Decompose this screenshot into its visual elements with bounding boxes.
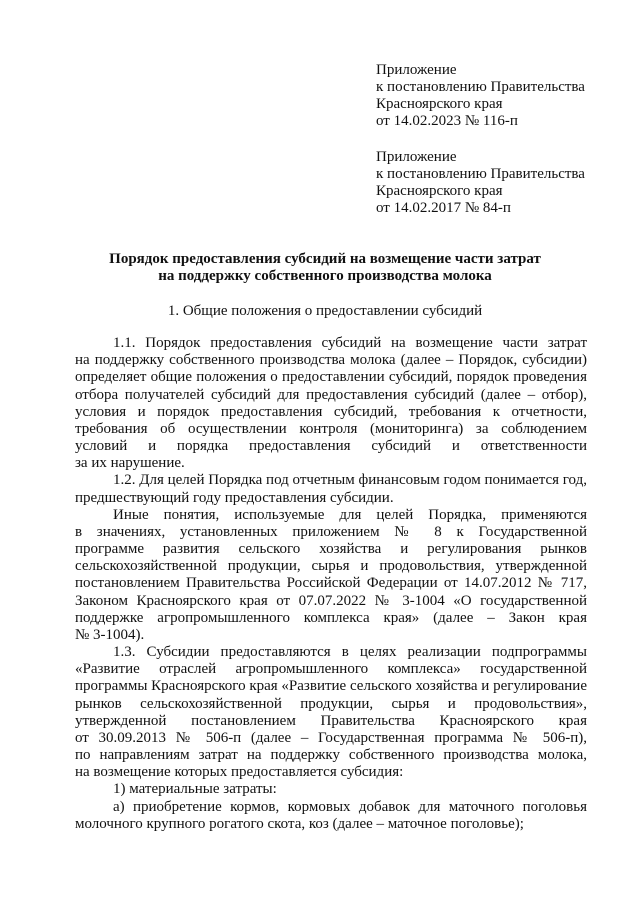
paragraph-line: 1) материальные затраты: — [113, 781, 277, 798]
paragraph-line: молочного крупного рогатого скота, коз (далее – маточное поголовье); — [75, 815, 524, 832]
paragraph-line: а) приобретение кормов, кормовых добавок для маточного поголовья — [113, 798, 587, 815]
paragraph-line: утвержденной постановлением Правительства Красноярского края — [75, 712, 587, 729]
paragraph-line: поддержке агропромышленного комплекса края» (далее – Закон края — [75, 609, 587, 626]
document-title — [60, 251, 590, 285]
paragraph-line: на поддержку собственного производства молока (далее – Порядок, субсидии) — [75, 352, 587, 369]
appendix-region: Красноярского края — [376, 96, 503, 112]
paragraph-line: «Развитие отраслей агропромышленного комплекса» государственной — [75, 661, 587, 678]
section-heading: 1. Общие положения о предоставлении субсидий — [167, 303, 483, 319]
appendix-date-number: от 14.02.2017 № 84-п — [376, 200, 511, 216]
appendix-label: Приложение — [376, 149, 457, 165]
paragraph-line: сельскохозяйственной продукции, сырья и продовольствия, утвержденной — [75, 558, 587, 575]
appendix-resolution: к постановлению Правительства — [376, 166, 585, 182]
paragraph-line: от 30.09.2013 № 506-п (далее – Государственная программа № 506-п), — [75, 729, 587, 746]
paragraph-line: № 3-1004). — [75, 626, 145, 643]
paragraph-line: постановлением Правительства Российской Федерации от 14.07.2012 № 717, — [75, 575, 587, 592]
appendix-note-2023 — [376, 62, 626, 130]
paragraph-line: 1.3. Субсидии предоставляются в целях реализации подпрограммы — [113, 644, 587, 661]
paragraph-line: 1.2. Для целей Порядка под отчетным финансовым годом понимается год, — [113, 472, 588, 489]
paragraph-line: требования об осуществлении контроля (мониторинга) за соблюдением — [75, 420, 587, 437]
paragraph-line: определяет общие положения о предоставлении субсидий, порядок проведения — [75, 369, 587, 386]
appendix-resolution: к постановлению Правительства — [376, 79, 585, 95]
paragraph-line: условий и порядка предоставления субсидий и ответственности — [75, 438, 587, 455]
paragraph-line: программе развития сельского хозяйства и регулирования рынков — [75, 541, 587, 558]
paragraph-line: предшествующий году предоставления субсидии. — [75, 489, 394, 506]
appendix-label: Приложение — [376, 62, 457, 78]
appendix-note-2017 — [376, 149, 626, 217]
paragraph-line: Законом Красноярского края от 07.07.2022 № 3-1004 «О государственной — [75, 592, 587, 609]
paragraph-line: условия и порядок предоставления субсидий, требования к отчетности, — [75, 403, 587, 420]
paragraph-line: на возмещение которых предоставляется субсидия: — [75, 764, 404, 781]
paragraph-line: Иные понятия, используемые для целей Порядка, применяются — [113, 506, 587, 523]
appendix-date-number: от 14.02.2023 № 116-п — [376, 113, 518, 129]
paragraph-line: за их нарушение. — [75, 455, 185, 472]
paragraph-line: отбора получателей субсидий для предоставления субсидий (далее – отбор), — [75, 386, 587, 403]
title-line: Порядок предоставления субсидий на возмещение части затрат — [109, 251, 541, 267]
paragraph-line: в значениях, установленных приложением № 8 к Государственной — [75, 523, 587, 540]
title-line: на поддержку собственного производства молока — [158, 268, 492, 284]
appendix-region: Красноярского края — [376, 183, 503, 199]
paragraph-line: рынков сельскохозяйственной продукции, сырья и продовольствия», — [75, 695, 587, 712]
document-body — [75, 335, 587, 833]
paragraph-line: 1.1. Порядок предоставления субсидий на возмещение части затрат — [113, 335, 587, 351]
paragraph-line: по направлениям затрат на поддержку собственного производства молока, — [75, 747, 587, 764]
paragraph-line: программы Красноярского края «Развитие сельского хозяйства и регулирование — [75, 678, 587, 695]
